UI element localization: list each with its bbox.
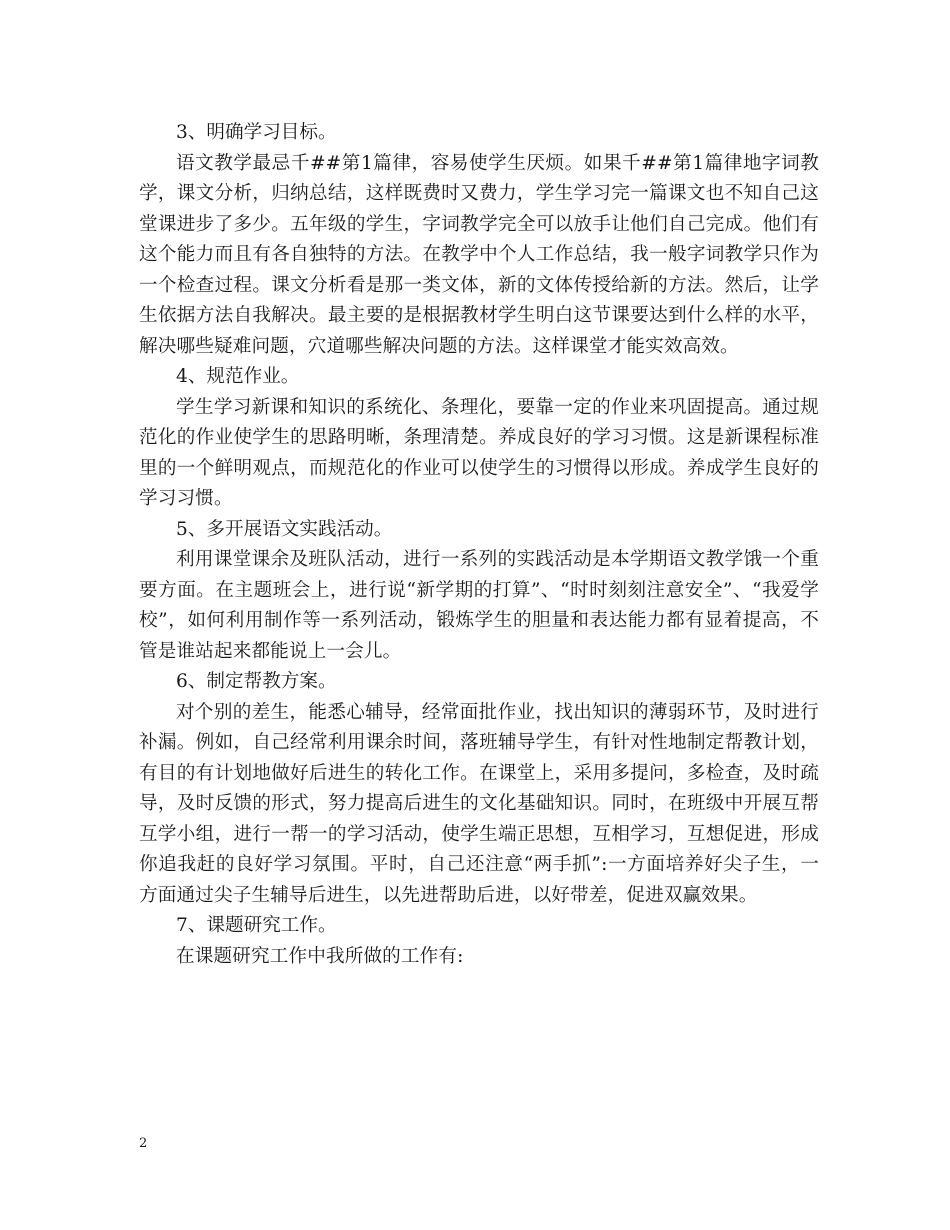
section-heading-7: 7、课题研究工作。 [176,915,337,936]
paragraph-practice-activities: 利用课堂课余及班队活动，进行一系列的实践活动是本学期语文教学饿一个重要方面。在主题班会上，进行说“新学期的打算”、“时时刻刻注意安全”、“我爱学校”，如何利用制作等一系列活动，锻炼学生的胆量和表达能力都有显着提高，不管是谁站起来都能说上一会儿。 [139,549,819,662]
section-heading-3: 3、明确学习目标。 [176,122,337,143]
section-heading-4: 4、规范作业。 [176,366,300,387]
section-heading-5: 5、多开展语文实践活动。 [176,518,393,540]
paragraph-learning-goals: 语文教学最忌千##第1篇律，容易使学生厌烦。如果千##第1篇律地字词教学，课文分析，归纳总结，这样既费时又费力，学生学习完一篇课文也不知自己这堂课进步了多少。五年级的学生，字词教学完全可以放手让他们自己完成。他们有这个能力而且有各自独特的方法。在教学中个人工作总结，我一般字词教学只作为一个检查过程。课文分析看是那一类文体，新的文体传授给新的方法。然后，让学生依据方法自我解决。最主要的是根据教材学生明白这节课要达到什么样的水平，解决哪些疑难问题，穴道哪些解决问题的方法。这样课堂才能实效高效。 [139,152,819,357]
document-body [139,118,819,972]
paragraph-homework: 学生学习新课和知识的系统化、条理化，要靠一定的作业来巩固提高。通过规范化的作业使学生的思路明晰，条理清楚。养成良好的学习习惯。这是新课程标准里的一个鲜明观点，而规范化的作业可以使学生的习惯得以形成。养成学生良好的学习习惯。 [139,396,819,509]
section-heading-6: 6、制定帮教方案。 [176,671,337,692]
paragraph-research-work: 在课题研究工作中我所做的工作有: [176,945,464,967]
paragraph-tutoring-plan: 对个别的差生，能悉心辅导，经常面批作业，找出知识的薄弱环节，及时进行补漏。例如，自己经常利用课余时间，落班辅导学生，有针对性地制定帮教计划，有目的有计划地做好后进生的转化工作。在课堂上，采用多提问，多检查，及时疏导，及时反馈的形式，努力提高后进生的文化基础知识。同时，在班级中开展互帮互学小组，进行一帮一的学习活动，使学生端正思想，互相学习，互想促进，形成你追我赶的良好学习氛围。平时，自己还注意“两手抓”:一方面培养好尖子生，一方面通过尖子生辅导后进生，以先进帮助后进，以好带差，促进双赢效果。 [139,701,819,906]
page-number: 2 [139,1136,148,1151]
